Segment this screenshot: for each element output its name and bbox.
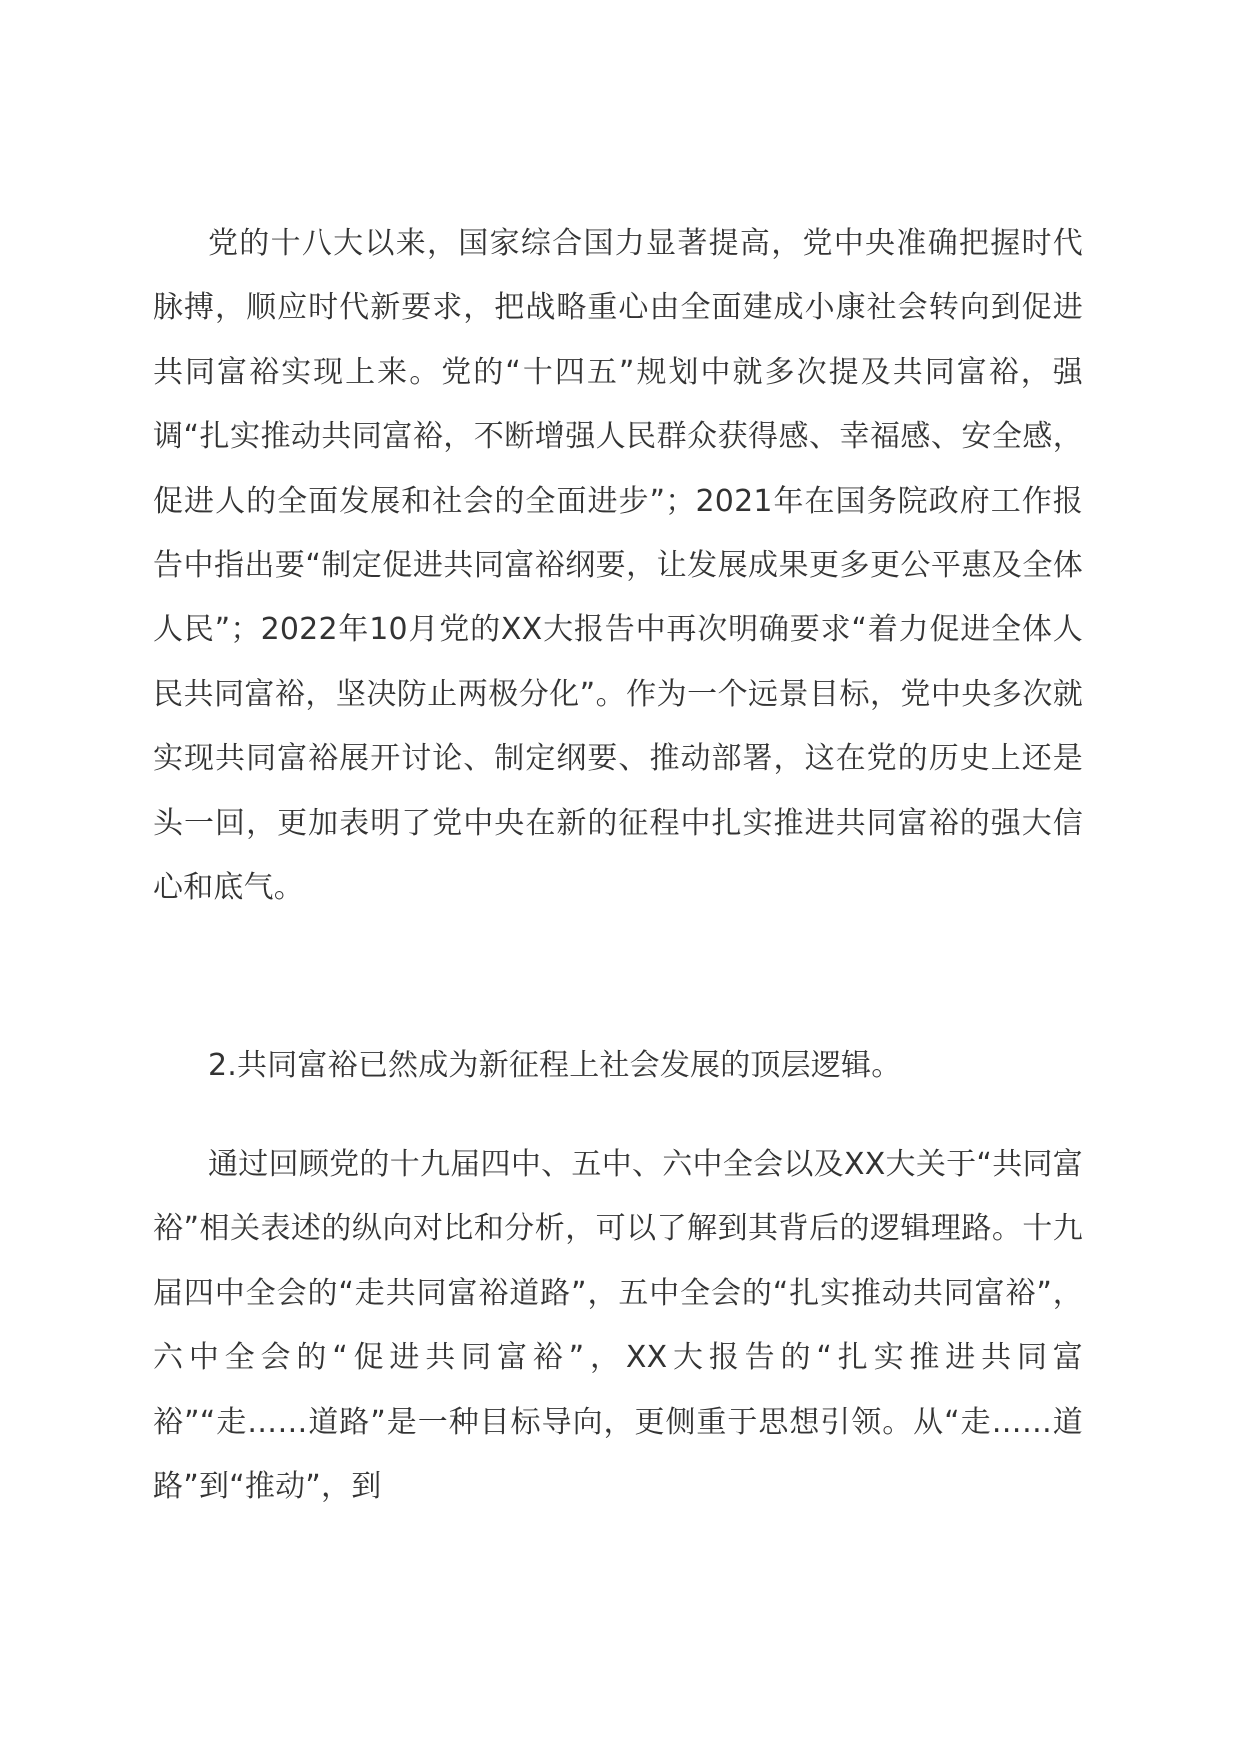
section-heading: 2.共同富裕已然成为新征程上社会发展的顶层逻辑。 bbox=[208, 1048, 902, 1083]
body-paragraph: 党的十八大以来，国家综合国力显著提高，党中央准确把握时代脉搏，顺应时代新要求，把战略重心由全面建成小康社会转向到促进共同富裕实现上来。党的“十四五”规划中就多次提及共同富裕，强调“扎实推动共同富裕，不断增强人民群众获得感、幸福感、安全感，促进人的全面发展和社会的全面进步”；2021年在国务院政府工作报告中指出要“制定促进共同富裕纲要，让发展成果更多更公平惠及全体人民”；2022年10月党的XX大报告中再次明确要求“着力促进全体人民共同富裕，坚决防止两极分化”。作为一个远景目标，党中央多次就实现共同富裕展开讨论、制定纲要、推动部署，这在党的历史上还是头一回，更加表明了党中央在新的征程中扎实推进共同富裕的强大信心和底气。 bbox=[153, 226, 1083, 906]
body-paragraph: 通过回顾党的十九届四中、五中、六中全会以及XX大关于“共同富裕”相关表述的纵向对比和分析，可以了解到其背后的逻辑理路。十九届四中全会的“走共同富裕道路”，五中全会的“扎实推动共同富裕”，六中全会的“促进共同富裕”，XX大报告的“扎实推进共同富裕”“走……道路”是一种目标导向，更侧重于思想引领。从“走……道路”到“推动”，到 bbox=[153, 1147, 1083, 1505]
